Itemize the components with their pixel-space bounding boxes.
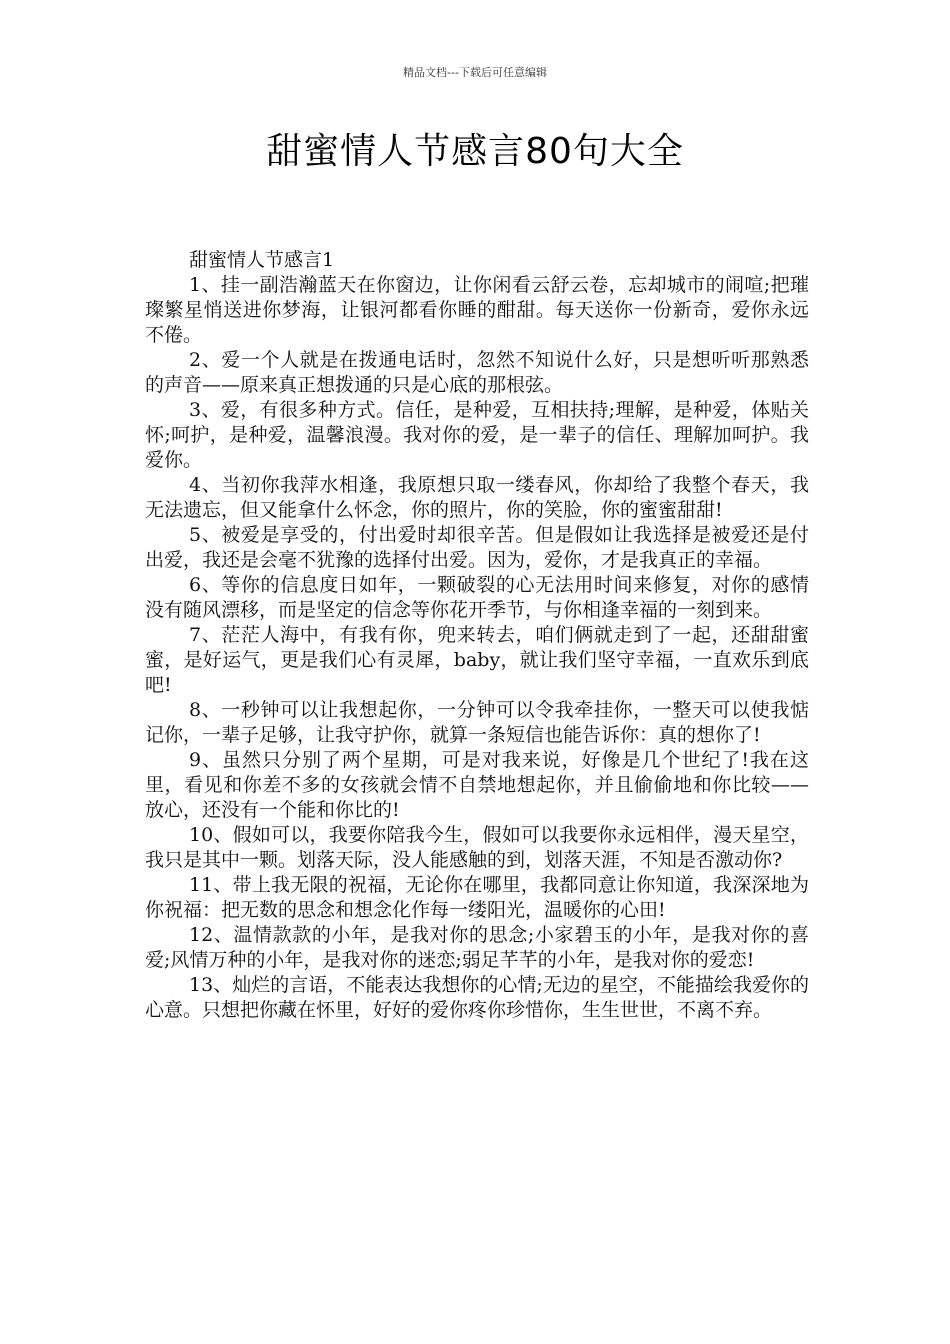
paragraph-8: 8、一秒钟可以让我想起你，一分钟可以令我牵挂你，一整天可以使我惦记你，一辈子足够，让我守护你，就算一条短信也能告诉你：真的想你了!: [145, 699, 809, 746]
paragraph-1: 1、挂一副浩瀚蓝天在你窗边，让你闲看云舒云卷，忘却城市的闹喧;把璀璨繁星悄送进你梦海，让银河都看你睡的酣甜。每天送你一份新奇，爱你永远不倦。: [145, 274, 809, 346]
document-title: 甜蜜情人节感言80句大全: [266, 131, 684, 172]
paragraph-6: 6、等你的信息度日如年，一颗破裂的心无法用时间来修复，对你的感情没有随风漂移，而是坚定的信念等你花开季节，与你相逢幸福的一刻到来。: [145, 574, 809, 621]
document-body: [145, 248, 809, 1023]
paragraph-12: 12、温情款款的小年，是我对你的思念;小家碧玉的小年，是我对你的喜爱;风情万种的小年，是我对你的迷恋;弱足芊芊的小年，是我对你的爱恋!: [145, 924, 809, 971]
paragraph-3: 3、爱，有很多种方式。信任，是种爱，互相扶持;理解，是种爱，体贴关怀;呵护，是种爱，温馨浪漫。我对你的爱，是一辈子的信任、理解加呵护。我爱你。: [145, 399, 809, 471]
paragraph-9: 9、虽然只分别了两个星期，可是对我来说，好像是几个世纪了!我在这里，看见和你差不多的女孩就会情不自禁地想起你，并且偷偷地和你比较——放心，还没有一个能和你比的!: [145, 749, 809, 821]
paragraph-13: 13、灿烂的言语，不能表达我想你的心情;无边的星空，不能描绘我爱你的心意。只想把你藏在怀里，好好的爱你疼你珍惜你，生生世世，不离不弃。: [145, 974, 809, 1021]
paragraph-5: 5、被爱是享受的，付出爱时却很辛苦。但是假如让我选择是被爱还是付出爱，我还是会毫不犹豫的选择付出爱。因为，爱你，才是我真正的幸福。: [145, 524, 809, 571]
paragraph-7: 7、茫茫人海中，有我有你，兜来转去，咱们俩就走到了一起，还甜甜蜜蜜，是好运气，更是我们心有灵犀，baby，就让我们坚守幸福，一直欢乐到底吧!: [145, 624, 809, 696]
paragraph-11: 11、带上我无限的祝福，无论你在哪里，我都同意让你知道，我深深地为你祝福：把无数的思念和想念化作每一缕阳光，温暖你的心田!: [145, 874, 809, 921]
header-note: 精品文档---下载后可任意编辑: [403, 66, 547, 79]
section-heading: 甜蜜情人节感言1: [189, 249, 335, 271]
paragraph-10: 10、假如可以，我要你陪我今生，假如可以我要你永远相伴，漫天星空，我只是其中一颗。划落天际，没人能感触的到，划落天涯，不知是否激动你?: [145, 824, 809, 871]
paragraph-2: 2、爱一个人就是在拨通电话时，忽然不知说什么好，只是想听听那熟悉的声音——原来真正想拨通的只是心底的那根弦。: [145, 349, 809, 396]
paragraph-4: 4、当初你我萍水相逢，我原想只取一缕春风，你却给了我整个春天，我无法遗忘，但又能拿什么怀念，你的照片，你的笑脸，你的蜜蜜甜甜!: [145, 474, 809, 521]
